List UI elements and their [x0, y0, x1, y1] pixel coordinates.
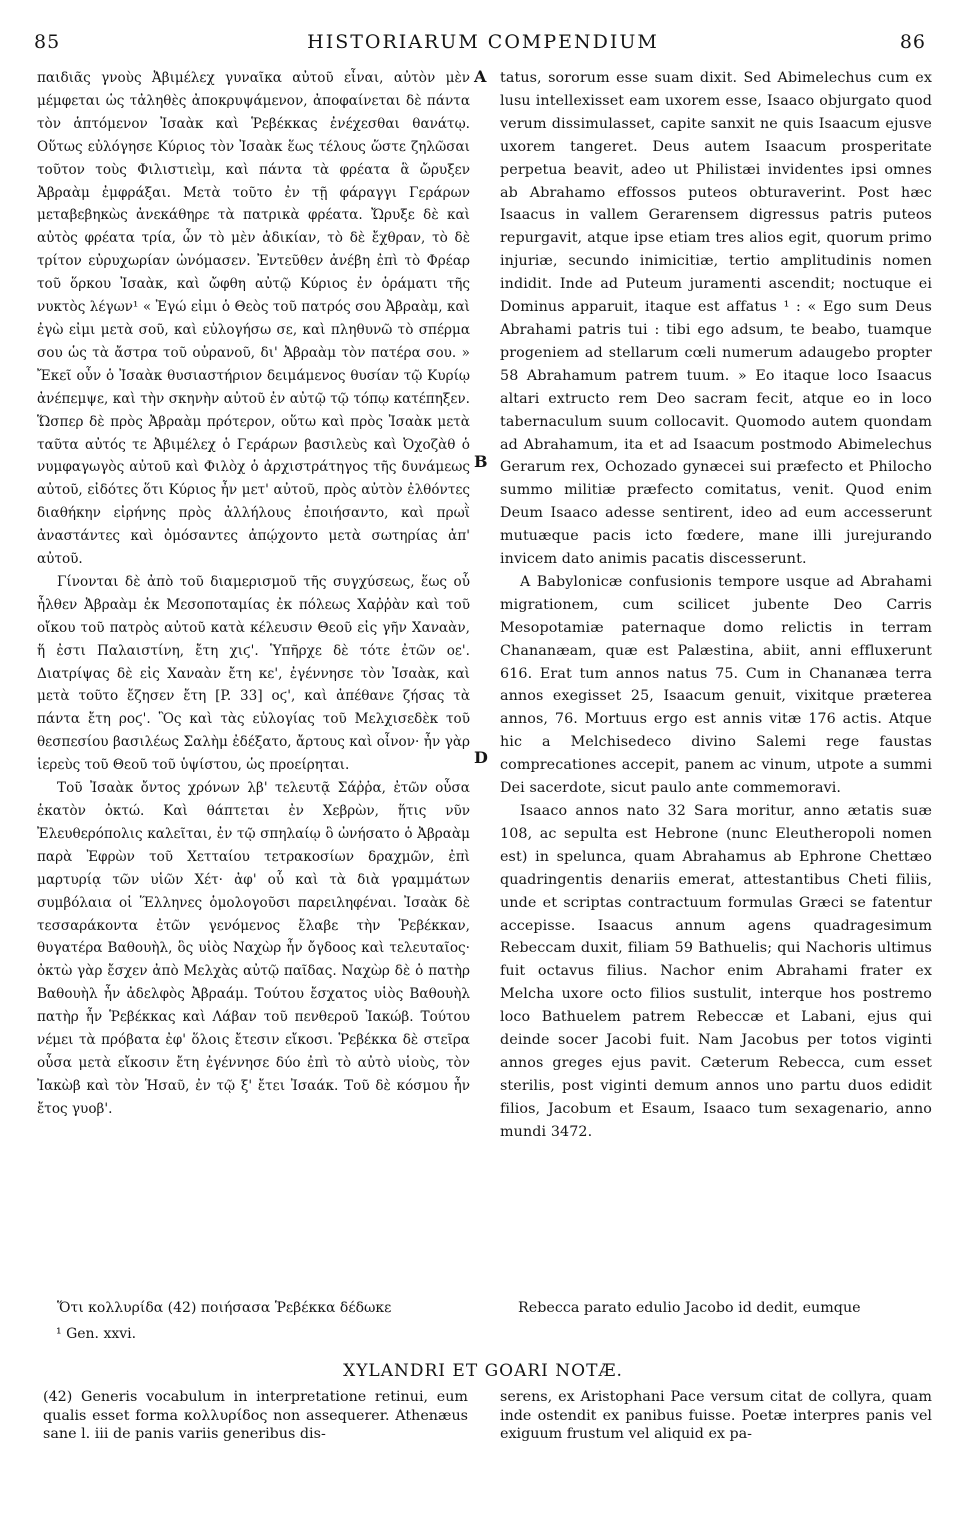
page-number-right: 86 — [899, 31, 926, 53]
footnote: ¹ Gen. xxvi. — [56, 1326, 137, 1342]
latin-paragraph: Isaaco annos nato 32 Sara moritur, anno ætatis suæ 108, ac sepulta est Hebrone (nunc Eleutheropoli nomen est) in spelunca, quam Abrahamus ab Ephrone Chettæo quadringentis denariis emerat, attestantibus Cheti filiis, unde et scriptas contractuum formulas Græci se fatentur accepisse. Isaacus annum agens quadragesimum Rebeccam duxit, filiam 59 Bathuelis; qui Nachoris ultimus fuit octavus filius. Nachor enim Abrahami frater ex Melcha uxore octo filios sustulit, interque hos postremo loco Bathuelem patrem Rebeccæ et Labani, ejus qui deinde socer Jacobi fuit. Nam Jacobus per totos viginti annos greges ejus pavit. Cæterum Rebecca, cum esset sterilis, post viginti demum annos uno partu duos edidit filios, Jacobum et Esaum, Isaaco tum sexagenario, anno mundi 3472. — [500, 803, 932, 1140]
greek-paragraph: Γίνονται δὲ ἀπὸ τοῦ διαμερισμοῦ τῆς συγχύσεως, ἕως οὗ ἦλθεν Ἀβραὰμ ἐκ Μεσοποταμίας ἐκ πόλεως Χαῤῥὰν καὶ τοῦ οἴκου τοῦ πατρὸς αὐτοῦ κατὰ κέλευσιν Θεοῦ εἰς γῆν Χαναὰν, ἥ ἐστι Παλαιστίνη, ἔτη χιϛ'. Ὑπῆρχε δὲ τότε ἐτῶν οε'. Διατρίψας δὲ εἰς Χαναὰν ἔτη κε', ἐγέννησε τὸν Ἰσαὰκ, καὶ μετὰ τοῦτο ἔζησεν ἔτη [P. 33] οϛ', καὶ ἀπέθανε ζήσας τὰ πάντα ἔτη ροϛ'. Ὃς καὶ τὰς εὐλογίας τοῦ Μελχισεδὲκ τοῦ θεσπεσίου βασιλέως Σαλὴμ ἐδέξατο, ἄρτους καὶ οἶνον· ἦν γὰρ ἱερεὺς τοῦ Θεοῦ τοῦ ὑψίστου, ὡς προείρηται. — [37, 573, 470, 774]
latin-paragraph: A Babylonicæ confusionis tempore usque ad Abrahami migrationem, cum scilicet jubente Deo Carris Mesopotamiæ paternaque domo relictis in terram Chananæam, quæ est Palæstina, abiit, anni effluxerunt 616. Erat tum annos natus 75. Cum in Chananæa terra annos exegisset 25, Isaacum genuit, vixitque præterea annos, 76. Mortuus ergo est annis vitæ 176 actis. Atque hic a Melchisedeco divino Salemi rege faustas comprecationes accepit, panem ac vinum, utpote a summi Dei sacerdote, sicut paulo ante commemoravi. — [500, 573, 932, 797]
notes-heading: XYLANDRI ET GOARI NOTÆ. — [343, 1361, 623, 1381]
notes-right-column: serens, ex Aristophani Pace versum citat de collyra, quam inde ostendit ex panibus fuisse. Poetæ interpres panis vel exiguum frustum vel aliquid ex pa- — [500, 1389, 932, 1442]
greek-paragraph: Τοῦ Ἰσαὰκ ὄντος χρόνων λβ' τελευτᾷ Σάῤῥα, ἐτῶν οὖσα ἑκατὸν ὀκτώ. Καὶ θάπτεται ἐν Χεβρὼν, ἥτις νῦν Ἐλευθερόπολις καλεῖται, ἐν τῷ σπηλαίῳ ὃ ὠνήσατο ὁ Ἀβραὰμ παρὰ Ἐφρὼν τοῦ Χετταίου τετρακοσίων δραχμῶν, ἐπὶ μαρτυρίᾳ τῶν υἱῶν Χέτ· ἀφ' οὗ καὶ τὰ διὰ γραμμάτων συμβόλαια οἱ Ἕλληνες ὁμολογοῦσι παρειληφέναι. Ἰσαὰκ δὲ τεσσαράκοντα ἐτῶν γενόμενος ἔλαβε τὴν Ῥεβέκκαν, θυγατέρα Βαθουὴλ, ὃς υἱὸς Ναχὼρ ἦν ὄγδοος καὶ τελευταῖος· ὀκτὼ γὰρ ἔσχεν ἀπὸ Μελχὰς αὐτῷ παῖδας. Ναχὼρ δὲ ὁ πατὴρ Βαθουὴλ ἦν ἀδελφὸς Ἀβραάμ. Τούτου ἔσχατος υἱὸς Βαθουὴλ πατὴρ ἦν Ῥεβέκκας καὶ Λάβαν τοῦ πενθεροῦ Ἰακώβ. Τούτου νέμει τὰ πρόβατα ἐφ' ὅλοις ἔτεσιν εἴκοσι. Ῥεβέκκα δὲ στεῖρα οὖσα μετὰ εἴκοσιν ἔτη ἐγέννησε δύο ἐπὶ τὸ αὐτὸ υἱοὺς, τὸν Ἰακὼβ καὶ τὸν Ἡσαῦ, ἐν τῷ ξ' ἔτει Ἰσαάκ. Τοῦ δὲ κόσμου ἦν ἔτος γυοβ'. — [37, 780, 470, 1117]
greek-continuation-line: Ὅτι κολλυρίδα (42) ποιήσασα Ῥεβέκκα δέδωκε — [57, 1300, 392, 1316]
greek-column — [37, 67, 470, 1121]
page-number-left: 85 — [34, 31, 61, 53]
latin-column — [500, 67, 932, 1144]
greek-paragraph: παιδιᾶς γνοὺς Ἀβιμέλεχ γυναῖκα αὐτοῦ εἶναι, αὐτὸν μὲν μέμφεται ὡς τἀληθὲς ἀποκρυψάμενον, ἀποφαίνεται δὲ πάντα τὸν ἁπτόμενον Ἰσαὰκ καὶ Ῥεβέκκας ἐνέχεσθαι θανάτῳ. Οὕτως εὐλόγησε Κύριος τὸν Ἰσαὰκ ἕως τέλους ὥστε ζηλῶσαι τοῦτον τοὺς Φιλιστιεὶμ, καὶ πάντα τὰ φρέατα ἃ ὤρυξεν Ἀβραὰμ ἐμφράξαι. Μετὰ τοῦτο ἐν τῇ φάραγγι Γεράρων μεταβεβηκὼς ἀνεκάθηρε τὰ πατρικὰ φρέατα. Ὤρυξε δὲ καὶ αὐτὸς φρέατα τρία, ὧν τὸ μὲν ἀδικίαν, τὸ δὲ ἔχθραν, τὸ δὲ τρίτον εὐρυχωρίαν ὠνόμασεν. Ἐντεῦθεν ἀνέβη ἐπὶ τὸ Φρέαρ τοῦ ὅρκου Ἰσαὰκ, καὶ ὤφθη αὐτῷ Κύριος ἐν ὁράματι τῆς νυκτὸς λέγων¹ « Ἐγώ εἰμι ὁ Θεὸς τοῦ πατρός σου Ἀβραὰμ, καὶ ἐγὼ εἰμι μετὰ σοῦ, καὶ εὐλογήσω σε, καὶ πληθυνῶ τὸ σπέρμα σου ὡς τὰ ἄστρα τοῦ οὐρανοῦ, δι' Ἀβραὰμ τὸν πατέρα σου. » Ἔκεῖ οὖν ὁ Ἰσαὰκ θυσιαστήριον δειμάμενος θυσίαν τῷ Κυρίῳ ἀνέπεμψε, καὶ τὴν σκηνὴν αὐτοῦ ἐν αὐτῷ τῷ τόπῳ κατέπηξεν. Ὥσπερ δὲ πρὸς Ἀβραὰμ πρότερον, οὕτω καὶ πρὸς Ἰσαὰκ μετὰ ταῦτα αὐτός τε Ἀβιμέλεχ ὁ Γεράρων βασιλεὺς καὶ Ὀχοζὰθ ὁ νυμφαγωγὸς αὐτοῦ καὶ Φιλὸχ ὁ ἀρχιστράτηγος τῆς δυνάμεως αὐτοῦ, εἰδότες ὅτι Κύριος ἦν μετ' αὐτοῦ, πρὸς αὐτὸν ἐλθόντες διαθήκην εἰρήνης πρὸς ἀλλήλους ἐποιήσαντο, καὶ πρωῒ ἀναστάντες καὶ ὀμόσαντες ἀπῴχοντο μετὰ σωτηρίας ἀπ' αὐτοῦ. — [37, 70, 470, 568]
latin-continuation-line: Rebecca parato edulio Jacobo id dedit, eumque — [518, 1300, 861, 1316]
margin-letter-b: B — [474, 452, 488, 471]
notes-left-column: (42) Generis vocabulum in interpretatione retinui, eum qualis esset forma κολλυρίδος non assequerer. Athenæus sane l. iii de panis variis generibus dis- — [43, 1389, 468, 1442]
margin-letter-a: A — [474, 67, 487, 86]
running-title: HISTORIARUM COMPENDIUM — [307, 31, 659, 53]
margin-letter-d: D — [474, 748, 488, 767]
latin-paragraph: tatus, sororum esse suam dixit. Sed Abimelechus cum ex lusu intellexisset eam uxorem esse, Isaaco objurgato quod verum dissimulasset, capite sanxit ne quis Isaacum ejusve uxorem tangeret. Deus autem Isaacum prosperitate perpetua beavit, adeo ut Philistæi invidentes ipsi omnes ab Abrahamo effossos puteos obturaverint. Post hæc Isaacus in vallem Gerarensem digressus patris puteos repurgavit, atque ipse etiam tres alios egit, quorum primo injuriæ, secundo inimicitiæ, tertio amplitudinis nomen indidit. Inde ad Puteum juramenti ascendit; noctuque ei Dominus apparuit, itaque est affatus ¹ : « Ego sum Deus Abrahami patris tui : tibi ego adsum, te beabo, tuamque progeniem ad stellarum cœli numerum adaugebo propter 58 Abrahamum patrem tuum. » Eo itaque loco Isaacus altari extructo rem Deo sacram fecit, atque eo in loco tabernaculum suum collocavit. Quomodo autem quondam ad Abrahamum, ita et ad Isaacum postmodo Abimelechus Gerarum rex, Ochozado gynæcei sui præfecto et Philocho summo militiæ præfecto comitatus, venit. Quod enim Deum Isaaco adesse sentirent, ideo ad eum accesserunt mutuæque pacis icto fœdere, mane illi jurejurando invicem dato animis pacatis discesserunt. — [500, 70, 932, 568]
